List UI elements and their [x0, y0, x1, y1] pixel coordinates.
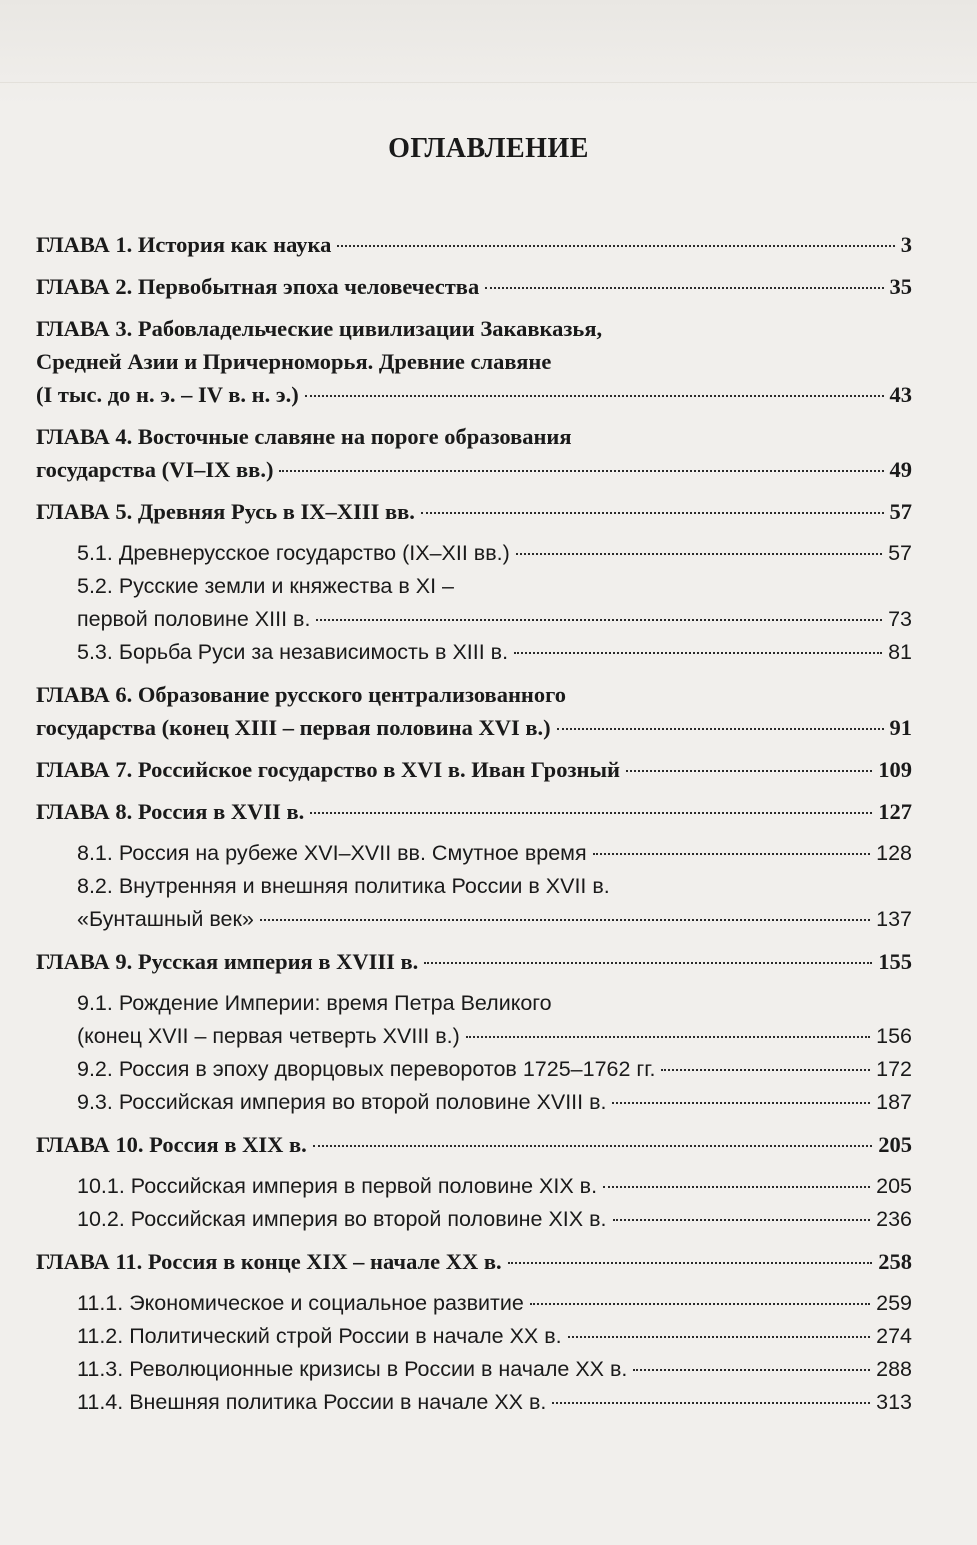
toc-entry-title: ГЛАВА 2. Первобытная эпоха человечества [36, 274, 480, 299]
toc-entry-title: 5.1. Древнерусское государство (IX–XII вв.) [77, 541, 510, 565]
toc-entry-title: 8.1. Россия на рубеже XVI–XVII вв. Смутное время [77, 841, 587, 865]
toc-page-number: 156 [876, 1024, 912, 1048]
toc-entry-title: 9.1. Рождение Империи: время Петра Великого [77, 991, 552, 1015]
toc-section-entry[interactable] [36, 1170, 912, 1203]
toc-section-entry[interactable] [36, 1203, 912, 1236]
toc-entry-line [36, 1128, 912, 1161]
toc-dot-leader [612, 1102, 870, 1104]
toc-entry-line [77, 537, 912, 570]
toc-chapter-entry[interactable] [36, 1245, 912, 1278]
toc-entry-title: 5.2. Русские земли и княжества в XI – [77, 574, 455, 598]
toc-page-number: 3 [900, 232, 912, 257]
toc-entry-title: государства (VI–IX вв.) [36, 457, 274, 482]
toc-section-entry[interactable] [36, 636, 912, 669]
toc-entry-line [77, 636, 912, 669]
toc-page-number: 274 [876, 1324, 912, 1348]
toc-entry-line [36, 753, 912, 786]
toc-entry-title: (I тыс. до н. э. – IV в. н. э.) [36, 382, 299, 407]
toc-page-number: 258 [878, 1249, 912, 1274]
toc-page-number: 109 [878, 757, 912, 782]
toc-entry-line [77, 987, 912, 1020]
toc-entry-title: ГЛАВА 8. Россия в XVII в. [36, 799, 305, 824]
toc-entry-title: 11.1. Экономическое и социальное развитие [77, 1291, 524, 1315]
toc-page-number: 35 [889, 274, 912, 299]
toc-entry-line [77, 603, 912, 636]
toc-section-entry[interactable] [36, 1287, 912, 1320]
toc-page-number: 288 [876, 1357, 912, 1381]
toc-dot-leader [421, 512, 884, 514]
toc-page-number: 91 [889, 715, 912, 740]
toc-entry-line [77, 1203, 912, 1236]
toc-page-number: 57 [889, 499, 912, 524]
toc-section-entry[interactable] [36, 1386, 912, 1419]
toc-entry-line [77, 1170, 912, 1203]
toc-dot-leader [466, 1036, 870, 1038]
toc-entry-line [36, 945, 912, 978]
toc-entry-line [36, 312, 912, 345]
toc-entry-title: ГЛАВА 7. Российское государство в XVI в. Иван Грозный [36, 757, 620, 782]
toc-entry-line [77, 1053, 912, 1086]
toc-section-entry[interactable] [36, 1353, 912, 1386]
toc-dot-leader [316, 619, 882, 621]
toc-dot-leader [626, 770, 872, 772]
toc-entry-title: первой половине XIII в. [77, 607, 311, 631]
toc-dot-leader [424, 962, 872, 964]
toc-entry-title: (конец XVII – первая четверть XVIII в.) [77, 1024, 460, 1048]
toc-page-number: 128 [876, 841, 912, 865]
toc-dot-leader [633, 1369, 870, 1371]
toc-entry-line [36, 711, 912, 744]
toc-entry-title: ГЛАВА 6. Образование русского централизованного [36, 682, 567, 707]
toc-entry-title: государства (конец XIII – первая половина XVI в.) [36, 715, 551, 740]
toc-entry-title: Средней Азии и Причерноморья. Древние славяне [36, 349, 552, 374]
toc-chapter-entry[interactable] [36, 495, 912, 528]
toc-entry-title: 5.3. Борьба Руси за независимость в XIII в. [77, 640, 509, 664]
toc-dot-leader [337, 245, 894, 247]
toc-entry-line [77, 1386, 912, 1419]
toc-chapter-entry[interactable] [36, 270, 912, 303]
toc-page-number: 187 [876, 1090, 912, 1114]
toc-entry-title: ГЛАВА 3. Рабовладельческие цивилизации Закавказья, [36, 316, 603, 341]
toc-title: ОГЛАВЛЕНИЕ [388, 133, 589, 164]
toc-entry-line [77, 870, 912, 903]
toc-entry-line [36, 270, 912, 303]
toc-dot-leader [260, 919, 870, 921]
toc-entry-title: 11.2. Политический строй России в начале XX в. [77, 1324, 562, 1348]
page-header-rule [0, 82, 977, 83]
toc-entry-title: ГЛАВА 11. Россия в конце XIX – начале XX в. [36, 1249, 502, 1274]
toc-dot-leader [661, 1069, 870, 1071]
toc-entry-line [36, 345, 912, 378]
toc-entry-title: 11.3. Революционные кризисы в России в начале XX в. [77, 1357, 628, 1381]
toc-dot-leader [552, 1402, 870, 1404]
toc-page-number: 236 [876, 1207, 912, 1231]
toc-page-number: 205 [876, 1174, 912, 1198]
toc-entry-title: ГЛАВА 9. Русская империя в XVIII в. [36, 949, 419, 974]
table-of-contents [36, 228, 912, 1419]
toc-dot-leader [557, 728, 884, 730]
toc-section-entry[interactable] [36, 1086, 912, 1119]
toc-chapter-entry[interactable] [36, 312, 912, 411]
toc-page-number: 205 [878, 1132, 912, 1157]
toc-entry-title: ГЛАВА 10. Россия в XIX в. [36, 1132, 307, 1157]
toc-entry-line [36, 678, 912, 711]
toc-dot-leader [613, 1219, 871, 1221]
toc-dot-leader [514, 652, 882, 654]
toc-dot-leader [305, 395, 884, 397]
toc-entry-line [77, 1353, 912, 1386]
toc-dot-leader [279, 470, 883, 472]
toc-dot-leader [508, 1262, 873, 1264]
toc-page-number: 155 [878, 949, 912, 974]
toc-page-number: 127 [878, 799, 912, 824]
toc-section-entry[interactable] [36, 570, 912, 636]
toc-section-entry[interactable] [36, 1053, 912, 1086]
toc-entry-line [77, 1020, 912, 1053]
toc-entry-line [36, 1245, 912, 1278]
toc-page-number: 313 [876, 1390, 912, 1414]
toc-dot-leader [516, 553, 882, 555]
toc-dot-leader [313, 1145, 873, 1147]
toc-section-entry[interactable] [36, 987, 912, 1053]
toc-entry-title: ГЛАВА 4. Восточные славяне на пороге образования [36, 424, 572, 449]
toc-page-number: 259 [876, 1291, 912, 1315]
toc-entry-title: 10.1. Российская империя в первой половине XIX в. [77, 1174, 598, 1198]
toc-section-entry[interactable] [36, 870, 912, 936]
toc-dot-leader [593, 853, 871, 855]
toc-section-entry[interactable] [36, 837, 912, 870]
toc-entry-line [36, 453, 912, 486]
toc-entry-line [77, 570, 912, 603]
toc-page-number: 81 [888, 640, 912, 664]
toc-entry-line [36, 795, 912, 828]
toc-page-number: 137 [876, 907, 912, 931]
toc-chapter-entry[interactable] [36, 420, 912, 486]
toc-page-number: 172 [876, 1057, 912, 1081]
toc-entry-title: 8.2. Внутренняя и внешняя политика России в XVII в. [77, 874, 610, 898]
toc-chapter-entry[interactable] [36, 945, 912, 978]
toc-entry-line [77, 1086, 912, 1119]
toc-entry-line [77, 903, 912, 936]
toc-dot-leader [485, 287, 883, 289]
toc-entry-title: 9.2. Россия в эпоху дворцовых переворотов 1725–1762 гг. [77, 1057, 656, 1081]
toc-page-number: 43 [889, 382, 912, 407]
toc-entry-title: ГЛАВА 1. История как наука [36, 232, 332, 257]
toc-entry-title: ГЛАВА 5. Древняя Русь в IX–XIII вв. [36, 499, 415, 524]
toc-chapter-entry[interactable] [36, 753, 912, 786]
toc-entry-title: 10.2. Российская империя во второй половине XIX в. [77, 1207, 607, 1231]
toc-dot-leader [530, 1303, 870, 1305]
toc-entry-line [36, 495, 912, 528]
toc-entry-title: 11.4. Внешняя политика России в начале XX в. [77, 1390, 547, 1414]
toc-entry-line [77, 1287, 912, 1320]
toc-page-number: 49 [889, 457, 912, 482]
toc-entry-title: 9.3. Российская империя во второй половине XVIII в. [77, 1090, 607, 1114]
toc-chapter-entry[interactable] [36, 228, 912, 261]
toc-entry-line [36, 378, 912, 411]
toc-page-number: 57 [888, 541, 912, 565]
toc-chapter-entry[interactable] [36, 678, 912, 744]
toc-page-number: 73 [888, 607, 912, 631]
toc-dot-leader [310, 812, 872, 814]
toc-entry-line [77, 1320, 912, 1353]
toc-section-entry[interactable] [36, 537, 912, 570]
toc-entry-line [36, 420, 912, 453]
toc-entry-title: «Бунташный век» [77, 907, 254, 931]
toc-dot-leader [568, 1336, 870, 1338]
page-top-edge [0, 0, 977, 105]
toc-chapter-entry[interactable] [36, 795, 912, 828]
toc-chapter-entry[interactable] [36, 1128, 912, 1161]
toc-dot-leader [603, 1186, 870, 1188]
toc-entry-line [77, 837, 912, 870]
toc-entry-line [36, 228, 912, 261]
toc-section-entry[interactable] [36, 1320, 912, 1353]
